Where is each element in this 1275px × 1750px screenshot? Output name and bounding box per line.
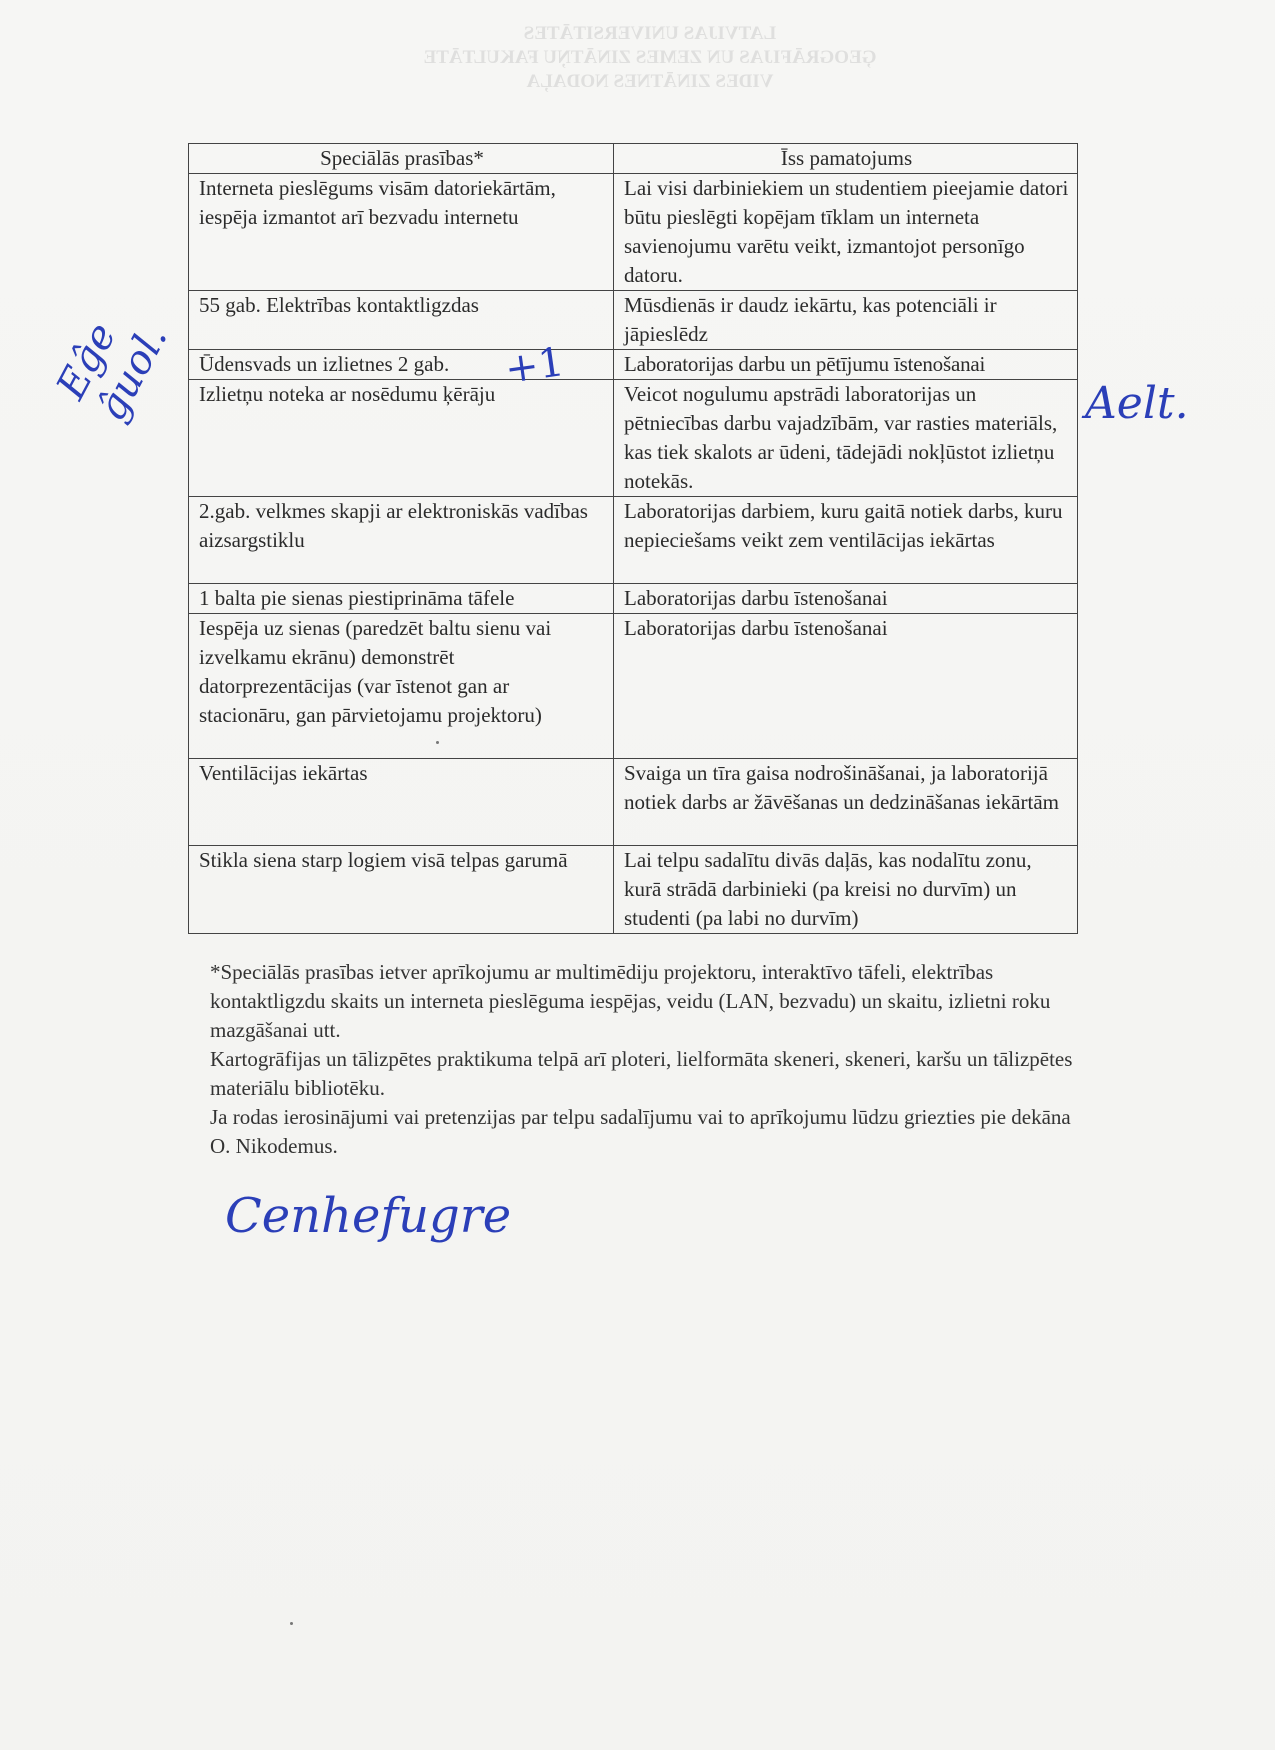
table-row [189, 846, 1078, 934]
bleed-line-3: VIDES ZINĀTNES NODAĻA [526, 71, 774, 92]
requirement-cell: 1 balta pie sienas piestiprināma tāfele [189, 584, 614, 614]
table-row [189, 614, 1078, 759]
stray-mark [290, 1622, 293, 1625]
handwritten-signature-right: Aelt. [1085, 378, 1189, 429]
justification-cell: Mūsdienās ir daudz iekārtu, kas potenciāli ir jāpieslēdz [614, 291, 1078, 350]
footnote-paragraph: Ja rodas ierosinājumi vai pretenzijas par telpu sadalījumu vai to aprīkojumu lūdzu griezties pie dekāna O. Nikodemus. [210, 1105, 1071, 1158]
bleed-line-1: LATVIJAS UNIVERSITĀTES [523, 23, 777, 44]
handwritten-signature-left: Eĝe ĝuol. [48, 315, 177, 429]
table-row [189, 497, 1078, 584]
footnote-paragraph: *Speciālās prasības ietver aprīkojumu ar multimēdiju projektoru, interaktīvo tāfeli, elektrības kontaktligzdu skaits un interneta pieslēguma iespējas, veidu (LAN, bezvadu) un skaitu, izlietni roku mazgāšanai utt. [210, 960, 1051, 1042]
requirement-cell: Izlietņu noteka ar nosēdumu ķērāju [189, 380, 614, 497]
table-row [189, 291, 1078, 350]
table-row [189, 174, 1078, 291]
justification-cell: Veicot nogulumu apstrādi laboratorijas un pētniecības darbu vajadzībām, var rasties materiāls, kas tiek skalots ar ūdeni, tādejādi nokļūstot izlietņu notekās. [614, 380, 1078, 497]
requirement-cell: Iespēja uz sienas (paredzēt baltu sienu vai izvelkamu ekrānu) demonstrēt datorprezentācijas (var īstenot gan ar stacionāru, gan pārvietojamu projektoru) [189, 614, 614, 759]
stray-mark [436, 741, 439, 744]
justification-cell: Svaiga un tīra gaisa nodrošināšanai, ja laboratorijā notiek darbs ar žāvēšanas un dedzināšanas iekārtām [614, 759, 1078, 846]
table-row [189, 380, 1078, 497]
bleed-line-2: ĢEOGRĀFIJAS UN ZEMES ZINĀTŅU FAKULTĀTE [423, 47, 877, 68]
table-header-row [189, 144, 1078, 174]
requirement-cell: Ventilācijas iekārtas [189, 759, 614, 846]
header-special-requirements: Speciālās prasības* [189, 144, 614, 174]
requirement-cell: Stikla siena starp logiem visā telpas garumā [189, 846, 614, 934]
justification-cell: Laboratorijas darbu un pētījumu īstenošanai [614, 350, 1078, 380]
requirements-table [188, 143, 1078, 934]
bleed-through-header [380, 22, 920, 94]
justification-cell: Lai telpu sadalītu divās daļās, kas nodalītu zonu, kurā strādā darbinieki (pa kreisi no durvīm) un studenti (pa labi no durvīm) [614, 846, 1078, 934]
footnote-paragraph: Kartogrāfijas un tālizpētes praktikuma telpā arī ploteri, lielformāta skeneri, skeneri, karšu un tālizpētes materiālu bibliotēku. [210, 1047, 1073, 1100]
justification-cell: Laboratorijas darbu īstenošanai [614, 614, 1078, 759]
requirement-cell: 2.gab. velkmes skapji ar elektroniskās vadības aizsargstiklu [189, 497, 614, 584]
table-row [189, 584, 1078, 614]
footnotes [210, 958, 1090, 1161]
header-justification: Īss pamatojums [614, 144, 1078, 174]
table-row [189, 759, 1078, 846]
handwritten-plus-one: +1 [502, 339, 567, 393]
justification-cell: Lai visi darbiniekiem un studentiem pieejamie datori būtu pieslēgti kopējam tīklam un interneta savienojumu varētu veikt, izmantojot personīgo datoru. [614, 174, 1078, 291]
requirement-cell: Ūdensvads un izlietnes 2 gab. [189, 350, 614, 380]
handwritten-signature-bottom: Cenhefugre [225, 1188, 512, 1244]
requirement-cell: 55 gab. Elektrības kontaktligzdas [189, 291, 614, 350]
justification-cell: Laboratorijas darbiem, kuru gaitā notiek darbs, kuru nepieciešams veikt zem ventilācijas iekārtas [614, 497, 1078, 584]
table-row [189, 350, 1078, 380]
justification-cell: Laboratorijas darbu īstenošanai [614, 584, 1078, 614]
requirement-cell: Interneta pieslēgums visām datoriekārtām, iespēja izmantot arī bezvadu internetu [189, 174, 614, 291]
